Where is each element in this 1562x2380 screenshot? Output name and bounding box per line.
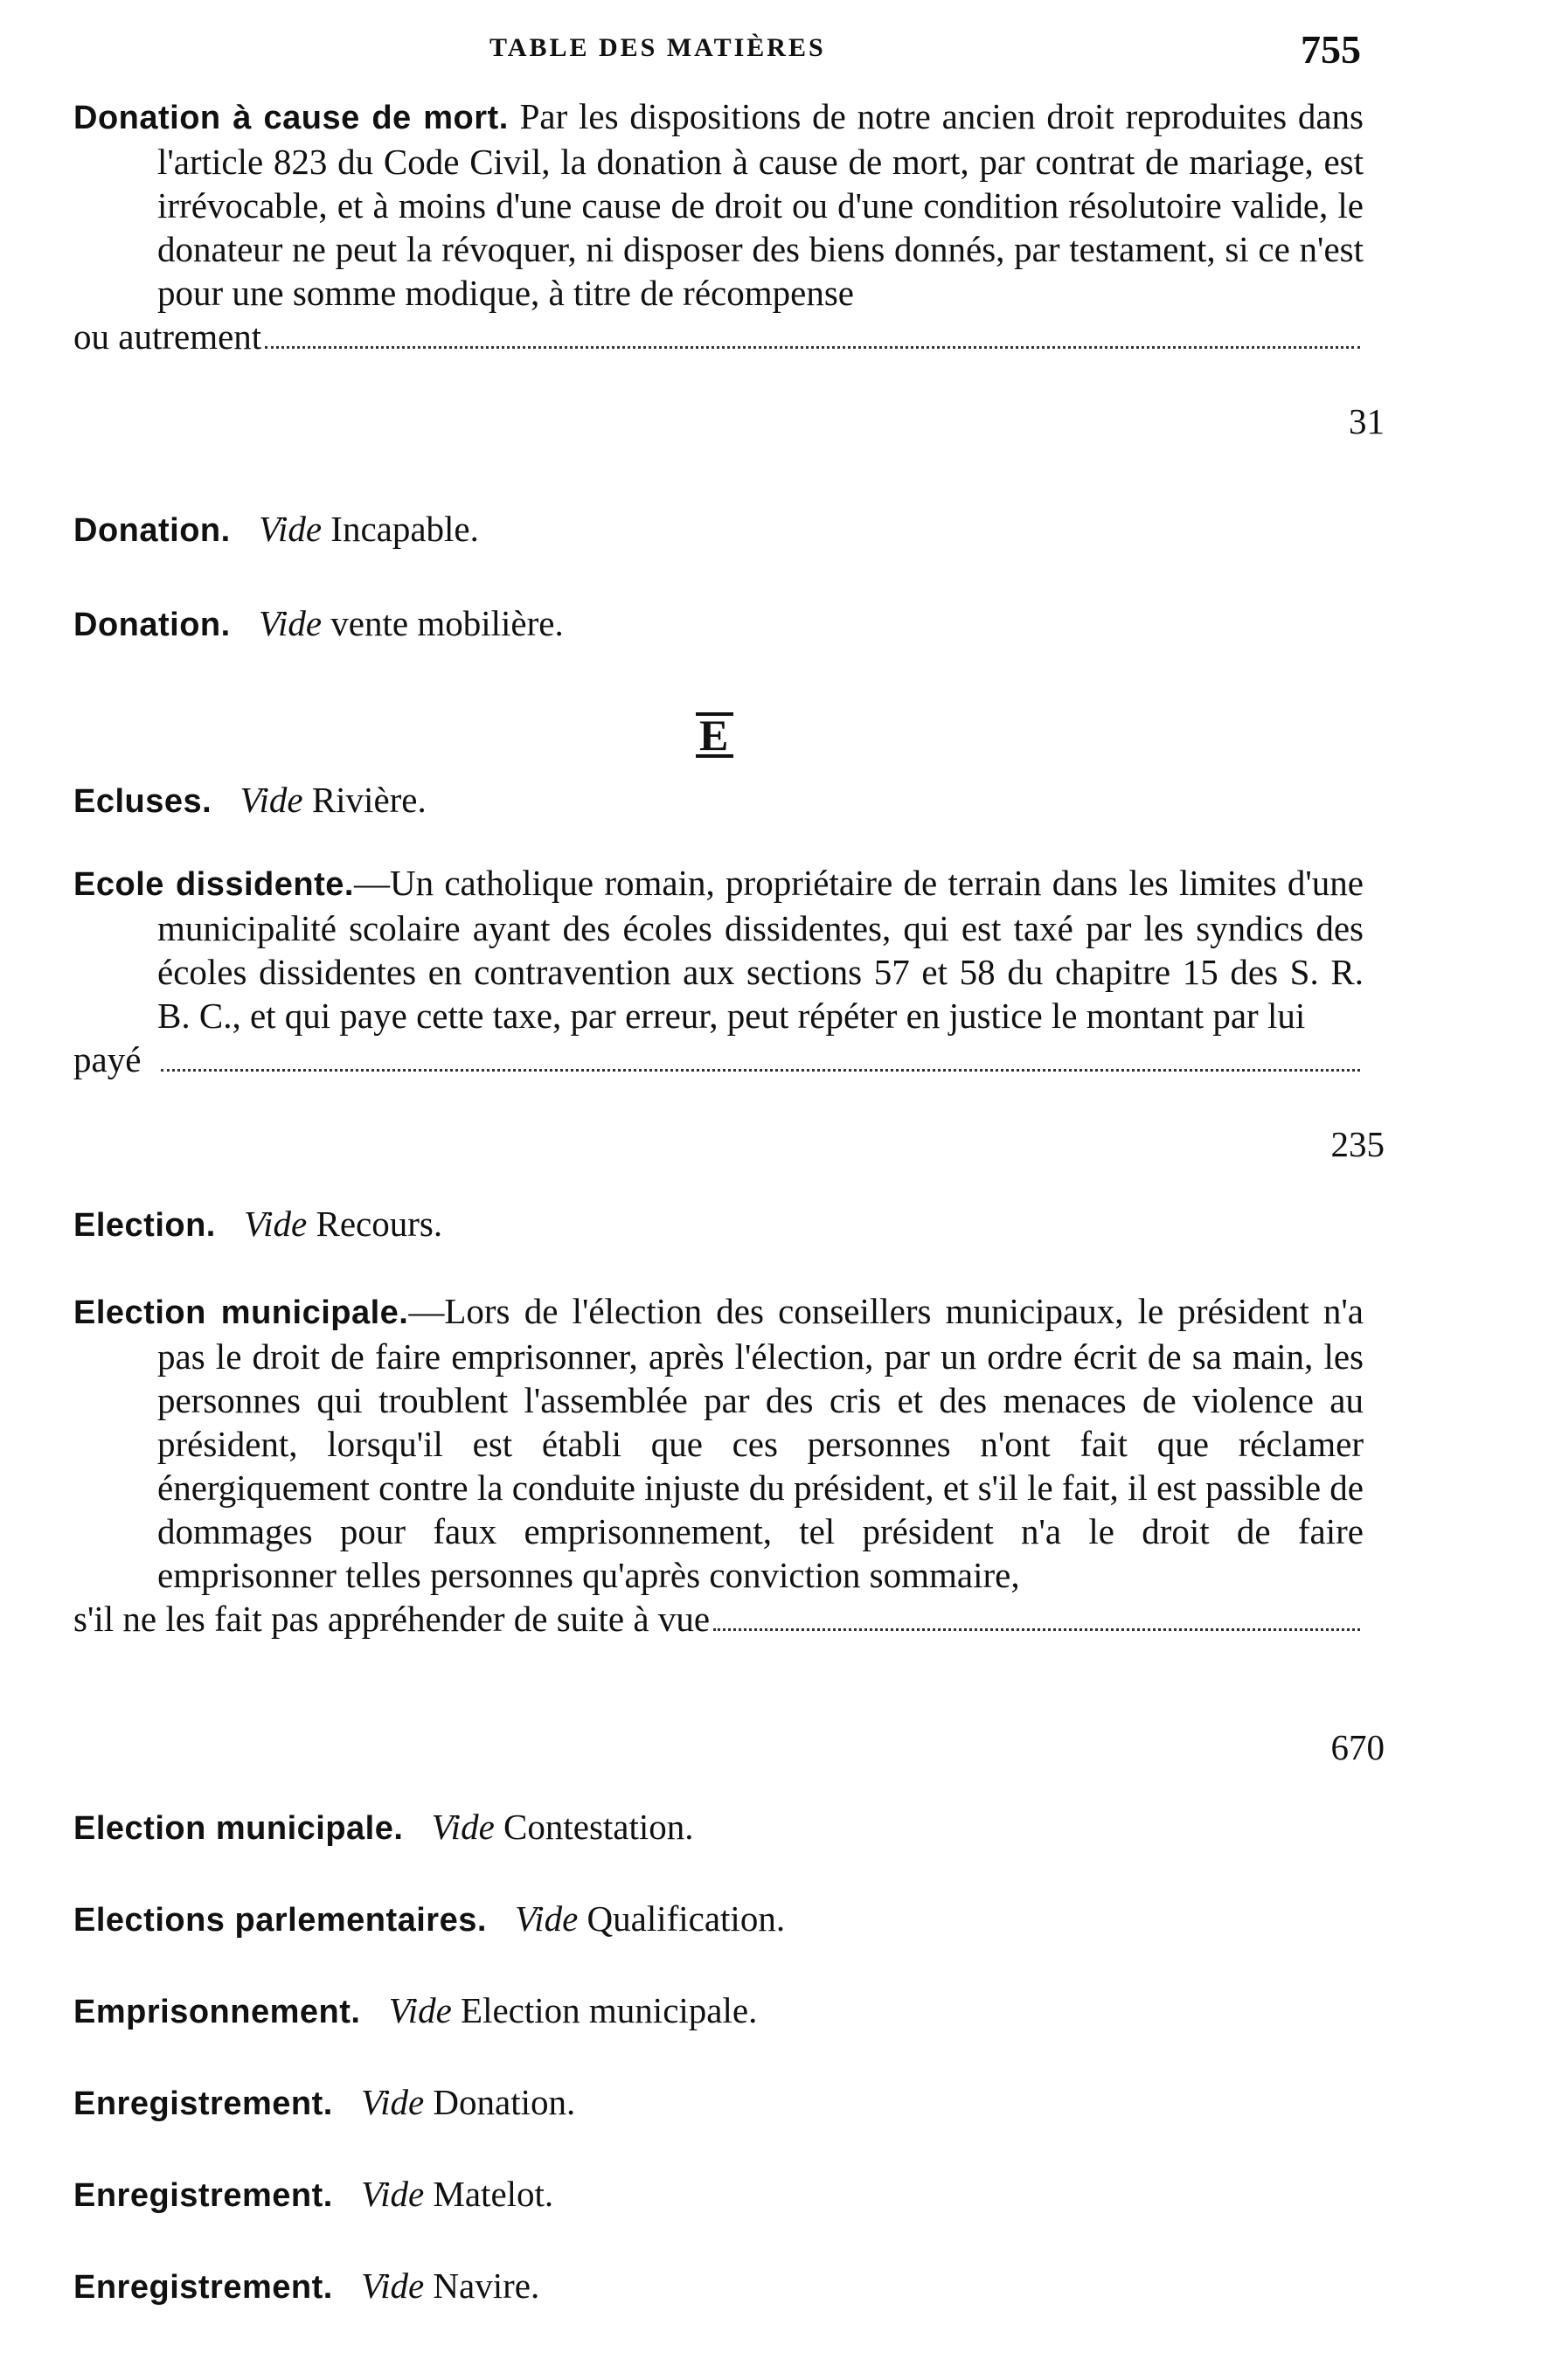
index-entry [73, 1988, 1385, 2034]
index-entry [73, 1897, 1385, 1942]
page-reference: 670 [1330, 1727, 1385, 1767]
cross-reference: Recours. [316, 1204, 443, 1244]
vide-label: Vide [240, 780, 303, 820]
cross-reference: Matelot. [433, 2174, 554, 2214]
dot-leader [713, 1628, 1360, 1631]
entry-text [73, 1202, 1341, 1247]
vide-label: Vide [515, 1898, 579, 1939]
entry-term: Election municipale. [73, 1294, 409, 1331]
index-entry [73, 601, 1385, 647]
entry-text [73, 1988, 1341, 2034]
entry-text [73, 2080, 1341, 2126]
vide-label: Vide [258, 603, 323, 643]
entry-text [73, 1805, 1341, 1850]
entry-text [73, 1897, 1341, 1942]
vide-label: Vide [361, 2266, 425, 2306]
index-entry [73, 1289, 1385, 1767]
entry-term: Donation. [73, 512, 231, 549]
entry-term: Enregistrement. [73, 2177, 333, 2214]
section-letter: E [696, 712, 733, 758]
cross-reference: Donation. [433, 2082, 576, 2122]
running-title: TABLE DES MATIÈRES [489, 33, 826, 62]
entry-term: Enregistrement. [73, 2085, 333, 2122]
entry-term: Emprisonnement. [73, 1994, 361, 2030]
index-entry [73, 1202, 1385, 1247]
entry-term: Elections parlementaires. [73, 1902, 487, 1939]
entry-description: —Lors de l'élection des conseillers municipaux, le président n'a pas le droit de faire emprisonner, après l'élection, par un ordre écrit de sa main, les personnes qui troublent l'assemblée par des cris et des menaces de violence au président, lorsqu'il est établi que ces personnes n'ont fait que réclamer énergiquement contre la conduite injuste du président, et s'il le fait, il est passible de dommages pour faux emprisonnement, tel président n'a le droit de faire emprisonner telles personnes qu'après conviction sommaire, [157, 1291, 1364, 1595]
vide-label: Vide [258, 509, 323, 549]
index-entry [73, 2264, 1385, 2309]
entry-description-end: ou autrement [73, 316, 262, 357]
cross-reference: vente mobilière. [330, 603, 564, 643]
entry-term: Enregistrement. [73, 2269, 333, 2306]
leader-line: payé [157, 1037, 1364, 1081]
entry-description: —Un catholique romain, propriétaire de terrain dans les limites d'une municipalité scolaire ayant des écoles dissidentes, qui est taxé par les syndics des écoles dissidentes en contravention aux sections 57 et 58 du chapitre 15 des S. R. B. C., et qui paye cette taxe, par erreur, peut répéter en justice le montant par lui [157, 863, 1364, 1036]
cross-reference: Incapable. [330, 509, 479, 549]
entry-term: Donation. [73, 607, 231, 643]
vide-label: Vide [361, 2174, 425, 2214]
leader-line [73, 1597, 1364, 1641]
cross-reference: Navire. [433, 2266, 540, 2306]
index-entry [73, 861, 1385, 1164]
running-head [0, 26, 1562, 79]
vide-label: Vide [361, 2082, 425, 2122]
vide-label: Vide [244, 1204, 308, 1244]
page-number: 755 [1301, 27, 1361, 72]
entry-term: Ecluses. [73, 783, 212, 820]
cross-reference: Rivière. [311, 780, 427, 820]
index-entry [73, 2080, 1385, 2126]
index-entry [73, 1805, 1385, 1850]
page-reference: 31 [1349, 401, 1385, 441]
entry-description: Par les dispositions de notre ancien droit reproduites dans l'article 823 du Code Civil, la donation à cause de mort, par contrat de mariage, est irrévocable, et à moins d'une cause de droit ou d'une condition résolutoire valide, le donateur ne peut la révoquer, ni disposer des biens donnés, par testament, si ce n'est pour une somme modique, à titre de récompense [157, 96, 1364, 313]
index-entry [73, 507, 1385, 552]
entry-text [73, 2264, 1341, 2309]
entry-text [73, 861, 1364, 1081]
entry-term: Donation à cause de mort. [73, 100, 509, 136]
entry-term: Ecole dissidente. [73, 866, 354, 903]
entry-text [73, 507, 1341, 552]
vide-label: Vide [431, 1807, 495, 1847]
index-entry [73, 94, 1385, 441]
cross-reference: Election municipale. [461, 1990, 758, 2030]
dot-leader [265, 346, 1360, 349]
entry-text [73, 1289, 1364, 1641]
entry-text [73, 601, 1341, 647]
dot-leader [161, 1069, 1360, 1072]
entry-term: Election municipale. [73, 1810, 404, 1847]
index-entry [73, 778, 1385, 823]
entry-text [73, 778, 1341, 823]
cross-reference: Contestation. [503, 1807, 694, 1847]
entry-term: Election. [73, 1207, 216, 1244]
cross-reference: Qualification. [587, 1898, 786, 1939]
vide-label: Vide [388, 1990, 452, 2030]
entry-description-end: s'il ne les fait pas appréhender de suite à vue [73, 1599, 711, 1639]
entry-text [73, 94, 1364, 358]
page-reference: 235 [1330, 1124, 1385, 1164]
index-entry [73, 2172, 1385, 2217]
entry-text [73, 2172, 1341, 2217]
leader-line [73, 315, 1364, 358]
